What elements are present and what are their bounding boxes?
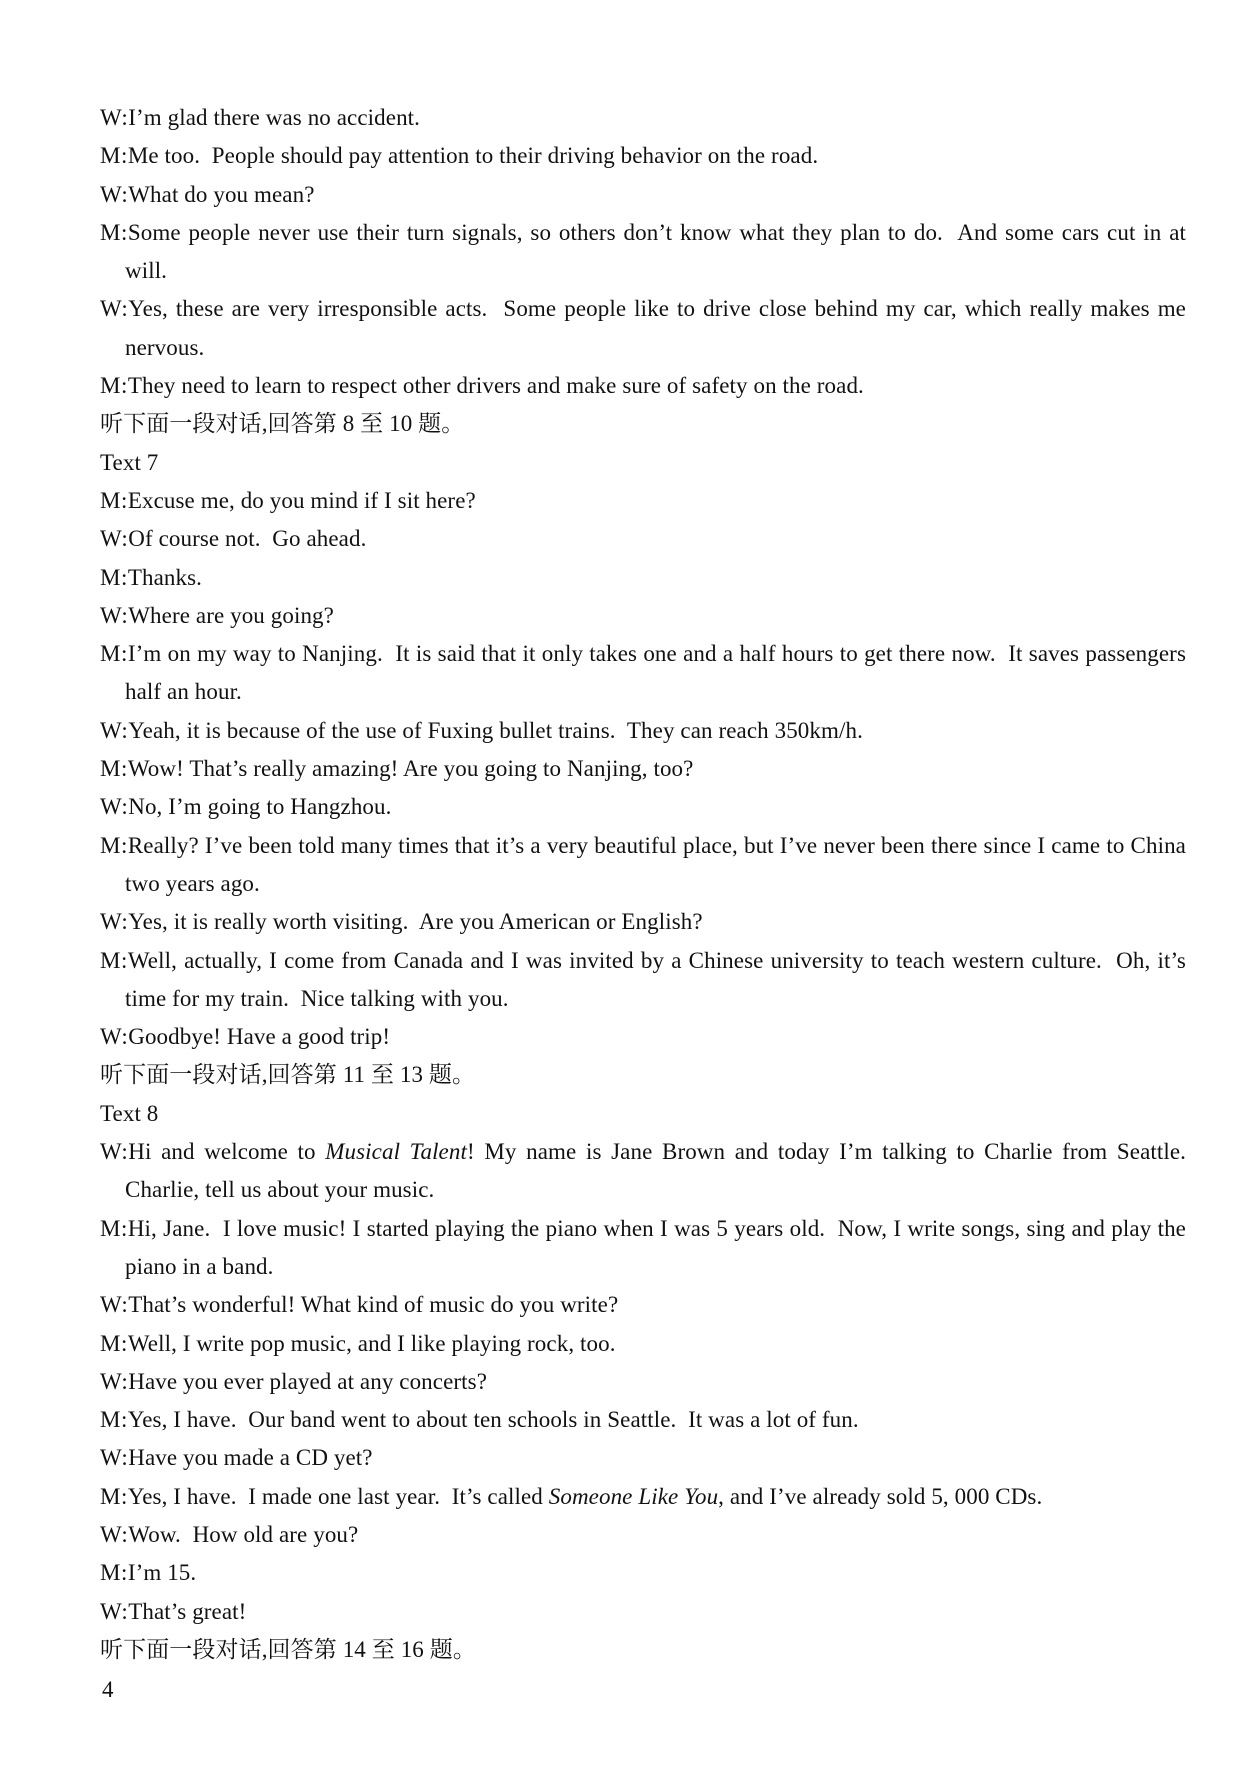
speaker-label: M:: [100, 219, 128, 245]
dialogue-text: I’m 15.: [127, 1560, 197, 1586]
text-heading: Text 7: [100, 449, 159, 475]
dialogue-line: [100, 635, 1192, 712]
dialogue-text: No, I’m going to Hangzhou.: [128, 794, 392, 820]
dialogue-text: They need to learn to respect other drivers and make sure of safety on the road.: [127, 373, 864, 399]
dialogue-text: Yes, I have. Our band went to about ten schools in Seattle. It was a lot of fun.: [127, 1407, 859, 1433]
transcript: [100, 99, 1198, 1669]
speaker-label: M:: [100, 373, 128, 399]
dialogue-text: Wow! That’s really amazing! Are you going to Nanjing, too?: [127, 756, 694, 782]
dialogue-line: [100, 1401, 1186, 1439]
dialogue-text: Excuse me, do you mind if I sit here?: [127, 487, 476, 513]
dialogue-line: [100, 1478, 1186, 1516]
dialogue-line: [100, 1210, 1192, 1287]
dialogue-line: [100, 597, 1186, 635]
speaker-label: W:: [100, 1521, 129, 1547]
dialogue-line: [100, 559, 1186, 597]
dialogue-text: Wow. How old are you?: [128, 1521, 359, 1547]
italic-title: Musical Talent: [325, 1139, 467, 1165]
speaker-label: W:: [100, 909, 129, 935]
speaker-label: W:: [100, 1139, 129, 1165]
dialogue-text: Yes, I have. I made one last year. It’s called: [127, 1483, 549, 1509]
dialogue-text: Goodbye! Have a good trip!: [128, 1024, 391, 1050]
speaker-label: M:: [100, 143, 128, 169]
dialogue-text: Hi, Jane. I love music! I started playing the piano when I was 5 years old. Now, I write songs, sing and play the piano in a band.: [125, 1215, 1192, 1279]
dialogue-text: Some people never use their turn signals, so others don’t know what they plan to do. And some cars cut in at will.: [125, 219, 1192, 284]
dialogue-line: [100, 1516, 1186, 1554]
dialogue-line: [100, 712, 1186, 750]
dialogue-text: That’s wonderful! What kind of music do you write?: [128, 1292, 619, 1318]
dialogue-line: [100, 1133, 1198, 1210]
dialogue-text: , and I’ve already sold 5, 000 CDs.: [718, 1483, 1043, 1509]
dialogue-line: [100, 1439, 1186, 1477]
dialogue-line: [100, 214, 1192, 291]
dialogue-line: [100, 942, 1192, 1019]
dialogue-text: What do you mean?: [128, 181, 315, 207]
speaker-label: M:: [100, 1215, 128, 1241]
dialogue-line: [100, 1018, 1186, 1056]
text-heading: Text 8: [100, 1100, 159, 1126]
speaker-label: W:: [100, 1598, 129, 1624]
instruction-line: 听下面一段对话,回答第 11 至 13 题。: [100, 1062, 476, 1088]
dialogue-line: [100, 827, 1192, 904]
dialogue-line: [100, 176, 1186, 214]
dialogue-text: Me too. People should pay attention to their driving behavior on the road.: [127, 143, 819, 169]
speaker-label: W:: [100, 794, 129, 820]
dialogue-line: [100, 1325, 1186, 1363]
dialogue-text: I’m glad there was no accident.: [128, 105, 421, 130]
speaker-label: W:: [100, 1024, 129, 1050]
speaker-label: W:: [100, 1368, 129, 1394]
dialogue-text: That’s great!: [128, 1598, 247, 1624]
speaker-label: W:: [100, 526, 129, 552]
dialogue-text: Of course not. Go ahead.: [128, 526, 367, 552]
speaker-label: W:: [100, 1292, 129, 1318]
dialogue-line: [100, 290, 1192, 367]
dialogue-line: [100, 903, 1186, 941]
dialogue-text: Have you made a CD yet?: [128, 1445, 373, 1471]
dialogue-text: Well, I write pop music, and I like playing rock, too.: [127, 1330, 616, 1356]
dialogue-text: ! My name is Jane Brown and today I’m talking to Charlie from Seattle. Charlie, tell us about your music.: [125, 1139, 1198, 1203]
speaker-label: M:: [100, 487, 128, 513]
dialogue-text: Yes, these are very irresponsible acts. Some people like to drive close behind my car, which really makes me nervous.: [125, 296, 1192, 360]
speaker-label: W:: [100, 296, 129, 322]
dialogue-text: Well, actually, I come from Canada and I was invited by a Chinese university to teach western culture. Oh, it’s time for my train. Nice talking with you.: [125, 947, 1192, 1011]
speaker-label: M:: [100, 1560, 128, 1586]
dialogue-text: Thanks.: [127, 564, 203, 590]
dialogue-line: [100, 137, 1186, 175]
dialogue-line: [100, 99, 1186, 137]
speaker-label: M:: [100, 756, 128, 782]
dialogue-line: [100, 482, 1186, 520]
speaker-label: M:: [100, 564, 128, 590]
dialogue-text: Yeah, it is because of the use of Fuxing bullet trains. They can reach 350km/h.: [128, 717, 863, 743]
speaker-label: W:: [100, 717, 129, 743]
dialogue-line: [100, 1363, 1186, 1401]
dialogue-line: [100, 1593, 1186, 1631]
dialogue-line: [100, 750, 1186, 788]
speaker-label: W:: [100, 602, 129, 628]
speaker-label: M:: [100, 1407, 128, 1433]
speaker-label: M:: [100, 947, 128, 973]
dialogue-text: Have you ever played at any concerts?: [128, 1368, 488, 1394]
dialogue-text: Where are you going?: [128, 602, 334, 628]
speaker-label: W:: [100, 105, 129, 130]
speaker-label: M:: [100, 832, 128, 858]
dialogue-text: Hi and welcome to: [128, 1139, 326, 1165]
dialogue-line: [100, 1286, 1186, 1324]
dialogue-text: I’m on my way to Nanjing. It is said that it only takes one and a half hours to get there now. It saves passengers half an hour.: [125, 641, 1192, 705]
dialogue-text: Really? I’ve been told many times that it’s a very beautiful place, but I’ve never been there since I came to China two years ago.: [125, 832, 1192, 896]
dialogue-line: [100, 520, 1186, 558]
dialogue-line: [100, 1554, 1186, 1592]
speaker-label: M:: [100, 1330, 128, 1356]
speaker-label: W:: [100, 1445, 129, 1471]
dialogue-line: [100, 367, 1186, 405]
instruction-line: 听下面一段对话,回答第 8 至 10 题。: [100, 411, 465, 437]
dialogue-text: Yes, it is really worth visiting. Are you American or English?: [128, 909, 703, 935]
speaker-label: M:: [100, 1483, 128, 1509]
speaker-label: W:: [100, 181, 129, 207]
speaker-label: M:: [100, 641, 128, 667]
page-number: 4: [102, 1677, 114, 1702]
dialogue-line: [100, 788, 1186, 826]
instruction-line: 听下面一段对话,回答第 14 至 16 题。: [100, 1636, 476, 1662]
italic-title: Someone Like You: [548, 1483, 719, 1509]
